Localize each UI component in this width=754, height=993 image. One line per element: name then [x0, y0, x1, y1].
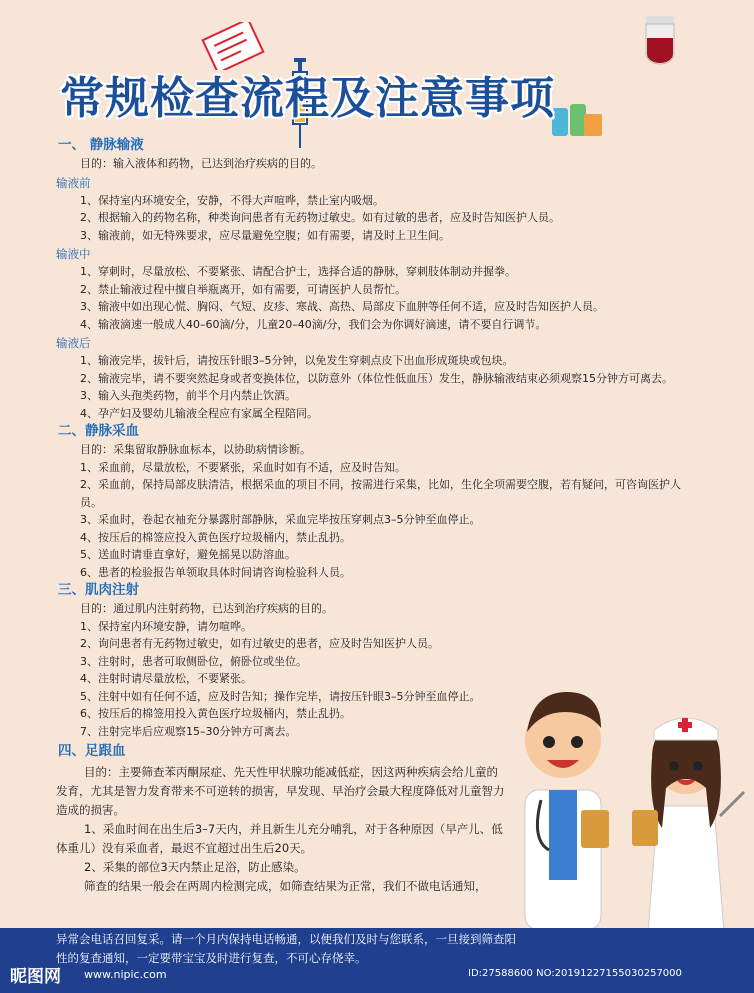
section-intro: 目的：输入液体和药物，已达到治疗疾病的目的。 — [80, 157, 322, 170]
footer-paragraph: 异常会电话召回复采。请一个月内保持电话畅通，以便我们及时与您联系，一旦接到筛查阳性的复查通知，一定要带宝宝及时进行复查，不可心存侥幸。 — [56, 932, 516, 965]
paragraph: 1、采血时间在出生后3–7天内，并且新生儿充分哺乳，对于各种原因（早产儿、低体重儿）没有采血者，最迟不宜超过出生后20天。 — [56, 822, 503, 855]
section-intro: 目的：通过肌内注射药物，已达到治疗疾病的目的。 — [80, 602, 333, 615]
list-item: 4、注射时请尽量放松，不要紧张。 — [80, 672, 252, 685]
section-intro: 目的：采集留取静脉血标本，以协助病情诊断。 — [80, 443, 311, 456]
watermark-id: ID:27588600 NO:20191227155030257000 — [468, 968, 682, 979]
list-item: 4、输液滴速一般成人40–60滴/分，儿童20–40滴/分，我们会为你调好滴速，请不要自行调节。 — [80, 317, 547, 331]
section-heading: 四、足跟血 — [58, 743, 126, 759]
list-item: 5、送血时请垂直拿好，避免摇晃以防溶血。 — [80, 548, 296, 561]
list-item: 3、输液中如出现心慌、胸闷、气短、皮疹、寒战、高热、局部皮下血肿等任何不适，应及时告知医护人员。 — [80, 300, 604, 313]
subheading: 输液中 — [56, 247, 91, 261]
paragraph: 2、采集的部位3天内禁止足浴，防止感染。 — [84, 860, 306, 874]
list-item: 3、采血时，卷起衣袖充分暴露肘部静脉，采血完毕按压穿刺点3–5分钟至血停止。 — [80, 513, 481, 526]
list-item: 2、询问患者有无药物过敏史，如有过敏史的患者，应及时告知医护人员。 — [80, 637, 439, 650]
list-item: 3、输入头孢类药物，前半个月内禁止饮酒。 — [80, 389, 296, 402]
list-item: 1、保持室内环境安全，安静，不得大声喧哗，禁止室内吸烟。 — [80, 193, 384, 207]
paragraph: 目的：主要筛查苯丙酮尿症、先天性甲状腺功能减低症，因这两种疾病会给儿童的发育，尤其是智力发育带来不可逆转的损害，早发现、早治疗会最大程度降低对儿童智力造成的损害。 — [56, 765, 505, 817]
list-item: 6、患者的检验报告单领取具体时间请咨询检验科人员。 — [80, 565, 351, 579]
list-item: 2、输液完毕，请不要突然起身或者变换体位，以防意外（体位性低血压）发生，静脉输液结束必须观察15分钟方可离去。 — [80, 371, 673, 385]
list-item: 3、输液前，如无特殊要求，应尽量避免空腹；如有需要，请及时上卫生间。 — [80, 228, 450, 242]
medicine-icon — [552, 104, 602, 138]
subheading: 输液前 — [56, 175, 91, 190]
list-item: 5、注射中如有任何不适，应及时告知；操作完毕，请按压针眼3–5分钟至血停止。 — [80, 689, 481, 703]
list-item: 1、穿刺时，尽量放松、不要紧张、请配合护士，选择合适的静脉，穿刺肢体制动并握拳。 — [80, 265, 516, 278]
page-title: 常规检查流程及注意事项 — [60, 73, 555, 124]
list-item: 6、按压后的棉签用投入黄色医疗垃圾桶内，禁止乱扔。 — [80, 707, 351, 720]
list-item: 2、根据输入的药物名称，种类询问患者有无药物过敏史。如有过敏的患者，应及时告知医护人员。 — [80, 211, 560, 224]
list-item: 4、孕产妇及婴幼儿输液全程应有家属全程陪同。 — [80, 406, 318, 420]
list-item: 2、采血前，保持局部皮肤清洁，根据采血的项目不同，按需进行采集，比如，生化全项需要空腹，若有疑问，可咨询医护人员。 — [80, 478, 681, 509]
section-heading: 二、静脉采血 — [58, 423, 139, 439]
watermark-brand: 昵图网 — [10, 967, 61, 987]
list-item: 1、采血前，尽量放松，不要紧张，采血时如有不适，应及时告知。 — [80, 460, 406, 474]
list-item: 1、输液完毕，拔针后，请按压针眼3–5分钟，以免发生穿刺点皮下出血形成斑块或包块。 — [80, 354, 514, 367]
list-item: 3、注射时，患者可取侧卧位，俯卧位或坐位。 — [80, 654, 307, 668]
list-item: 7、注射完毕后应观察15–30分钟方可离去。 — [80, 724, 297, 738]
paragraph: 筛查的结果一般会在两周内检测完成，如筛查结果为正常，我们不做电话通知， — [84, 879, 487, 893]
section-heading: 三、肌肉注射 — [58, 582, 139, 598]
doctor-illustration — [505, 680, 620, 930]
subheading: 输液后 — [56, 336, 91, 350]
list-item: 4、按压后的棉签应投入黄色医疗垃圾桶内，禁止乱扔。 — [80, 530, 351, 544]
watermark-url: www.nipic.com — [84, 968, 167, 981]
section-heading: 一、 静脉输液 — [58, 137, 144, 153]
list-item: 2、禁止输液过程中擅自举瓶离开，如有需要，可请医护人员帮忙。 — [80, 282, 406, 296]
nurse-illustration — [628, 706, 748, 932]
blood-bag-icon — [640, 14, 680, 70]
list-item: 1、保持室内环境安静，请勿喧哗。 — [80, 619, 252, 633]
